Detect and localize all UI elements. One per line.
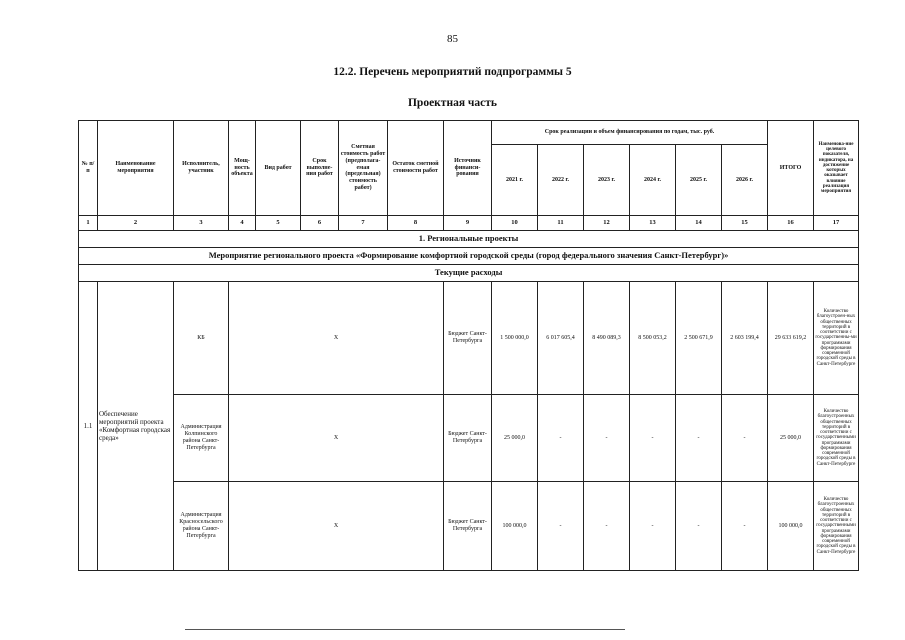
col-number: 7 xyxy=(339,216,388,231)
col-number: 10 xyxy=(492,216,538,231)
row-number: 1.1 xyxy=(79,282,98,571)
header-estimate: Сметная стоимость работ (предполага-емая (предельная) стоимость работ) xyxy=(339,121,388,216)
value-2024: - xyxy=(630,482,676,571)
value-2022: - xyxy=(538,482,584,571)
header-year-2021: 2021 г. xyxy=(492,145,538,216)
header-remainder: Остаток сметной стоимости работ xyxy=(388,121,444,216)
x-mark: Х xyxy=(229,282,444,395)
value-2025: 2 500 671,9 xyxy=(676,282,722,395)
section-regional-projects: 1. Региональные проекты xyxy=(79,231,859,248)
value-2023: - xyxy=(584,482,630,571)
col-number: 9 xyxy=(444,216,492,231)
header-total: ИТОГО xyxy=(768,121,814,216)
col-number: 12 xyxy=(584,216,630,231)
section-current-expenses: Текущие расходы xyxy=(79,265,859,282)
header-year-2022: 2022 г. xyxy=(538,145,584,216)
value-2021: 1 500 000,0 xyxy=(492,282,538,395)
value-2026: 2 603 199,4 xyxy=(722,282,768,395)
value-2021: 100 000,0 xyxy=(492,482,538,571)
page-number: 85 xyxy=(447,33,458,45)
value-total: 25 000,0 xyxy=(768,395,814,482)
value-total: 29 633 619,2 xyxy=(768,282,814,395)
executor-cell: КБ xyxy=(174,282,229,395)
value-2025: - xyxy=(676,482,722,571)
col-number: 8 xyxy=(388,216,444,231)
value-2022: 6 017 605,4 xyxy=(538,282,584,395)
col-number: 2 xyxy=(98,216,174,231)
value-2022: - xyxy=(538,395,584,482)
header-year-2023: 2023 г. xyxy=(584,145,630,216)
col-number: 11 xyxy=(538,216,584,231)
col-number: 3 xyxy=(174,216,229,231)
indicator-cell: Количество благоустроенных общественных территорий в соответствии с государственными программами формирования современной городской среды в Санкт-Петербурге xyxy=(814,482,859,571)
header-name: Наименование мероприятия xyxy=(98,121,174,216)
header-executor: Исполнитель, участник xyxy=(174,121,229,216)
col-number: 17 xyxy=(814,216,859,231)
x-mark: Х xyxy=(229,395,444,482)
header-source: Источник финанси-рования xyxy=(444,121,492,216)
header-year-2026: 2026 г. xyxy=(722,145,768,216)
header-year-2025: 2025 г. xyxy=(676,145,722,216)
value-total: 100 000,0 xyxy=(768,482,814,571)
value-2021: 25 000,0 xyxy=(492,395,538,482)
events-table xyxy=(78,120,859,571)
page-divider xyxy=(185,629,625,630)
source-cell: Бюджет Санкт-Петербурга xyxy=(444,482,492,571)
value-2023: - xyxy=(584,395,630,482)
header-indicator: Наименова-ние целевого показателя, индикатора, на достижение которых оказывает влияние реализация мероприятия xyxy=(814,121,859,216)
header-term: Срок выполне-ния работ xyxy=(301,121,339,216)
col-number: 4 xyxy=(229,216,256,231)
col-number: 16 xyxy=(768,216,814,231)
indicator-cell: Количество благоустроенных общественных территорий в соответствии с государственными программами формирования современной городской среды в Санкт-Петербурге xyxy=(814,395,859,482)
col-number: 6 xyxy=(301,216,339,231)
header-num: № п/п xyxy=(79,121,98,216)
x-mark: Х xyxy=(229,482,444,571)
col-number: 5 xyxy=(256,216,301,231)
col-number: 1 xyxy=(79,216,98,231)
header-year-2024: 2024 г. xyxy=(630,145,676,216)
executor-cell: Администрация Красносельского района Санкт-Петербурга xyxy=(174,482,229,571)
source-cell: Бюджет Санкт-Петербурга xyxy=(444,282,492,395)
document-title: 12.2. Перечень мероприятий подпрограммы 5 xyxy=(333,66,572,78)
header-capacity: Мощ-ность объекта xyxy=(229,121,256,216)
value-2025: - xyxy=(676,395,722,482)
executor-cell: Администрация Колпинского района Санкт-Петербурга xyxy=(174,395,229,482)
indicator-cell: Количество благоустроен-ных общественных территорий в соответствии с государственны-ми программами формирования современной городской среды в Санкт-Петербурге xyxy=(814,282,859,395)
header-work-type: Вид работ xyxy=(256,121,301,216)
value-2024: 8 500 053,2 xyxy=(630,282,676,395)
section-event: Мероприятие регионального проекта «Формирование комфортной городской среды (город федерального значения Санкт-Петербург)» xyxy=(79,248,859,265)
source-cell: Бюджет Санкт-Петербурга xyxy=(444,395,492,482)
row-name: Обеспечение мероприятий проекта «Комфортная городская среда» xyxy=(98,282,174,571)
col-number: 14 xyxy=(676,216,722,231)
value-2026: - xyxy=(722,482,768,571)
value-2023: 8 490 089,3 xyxy=(584,282,630,395)
header-period: Срок реализации и объем финансирования по годам, тыс. руб. xyxy=(492,121,768,145)
col-number: 13 xyxy=(630,216,676,231)
document-subtitle: Проектная часть xyxy=(407,97,497,109)
value-2026: - xyxy=(722,395,768,482)
col-number: 15 xyxy=(722,216,768,231)
value-2024: - xyxy=(630,395,676,482)
